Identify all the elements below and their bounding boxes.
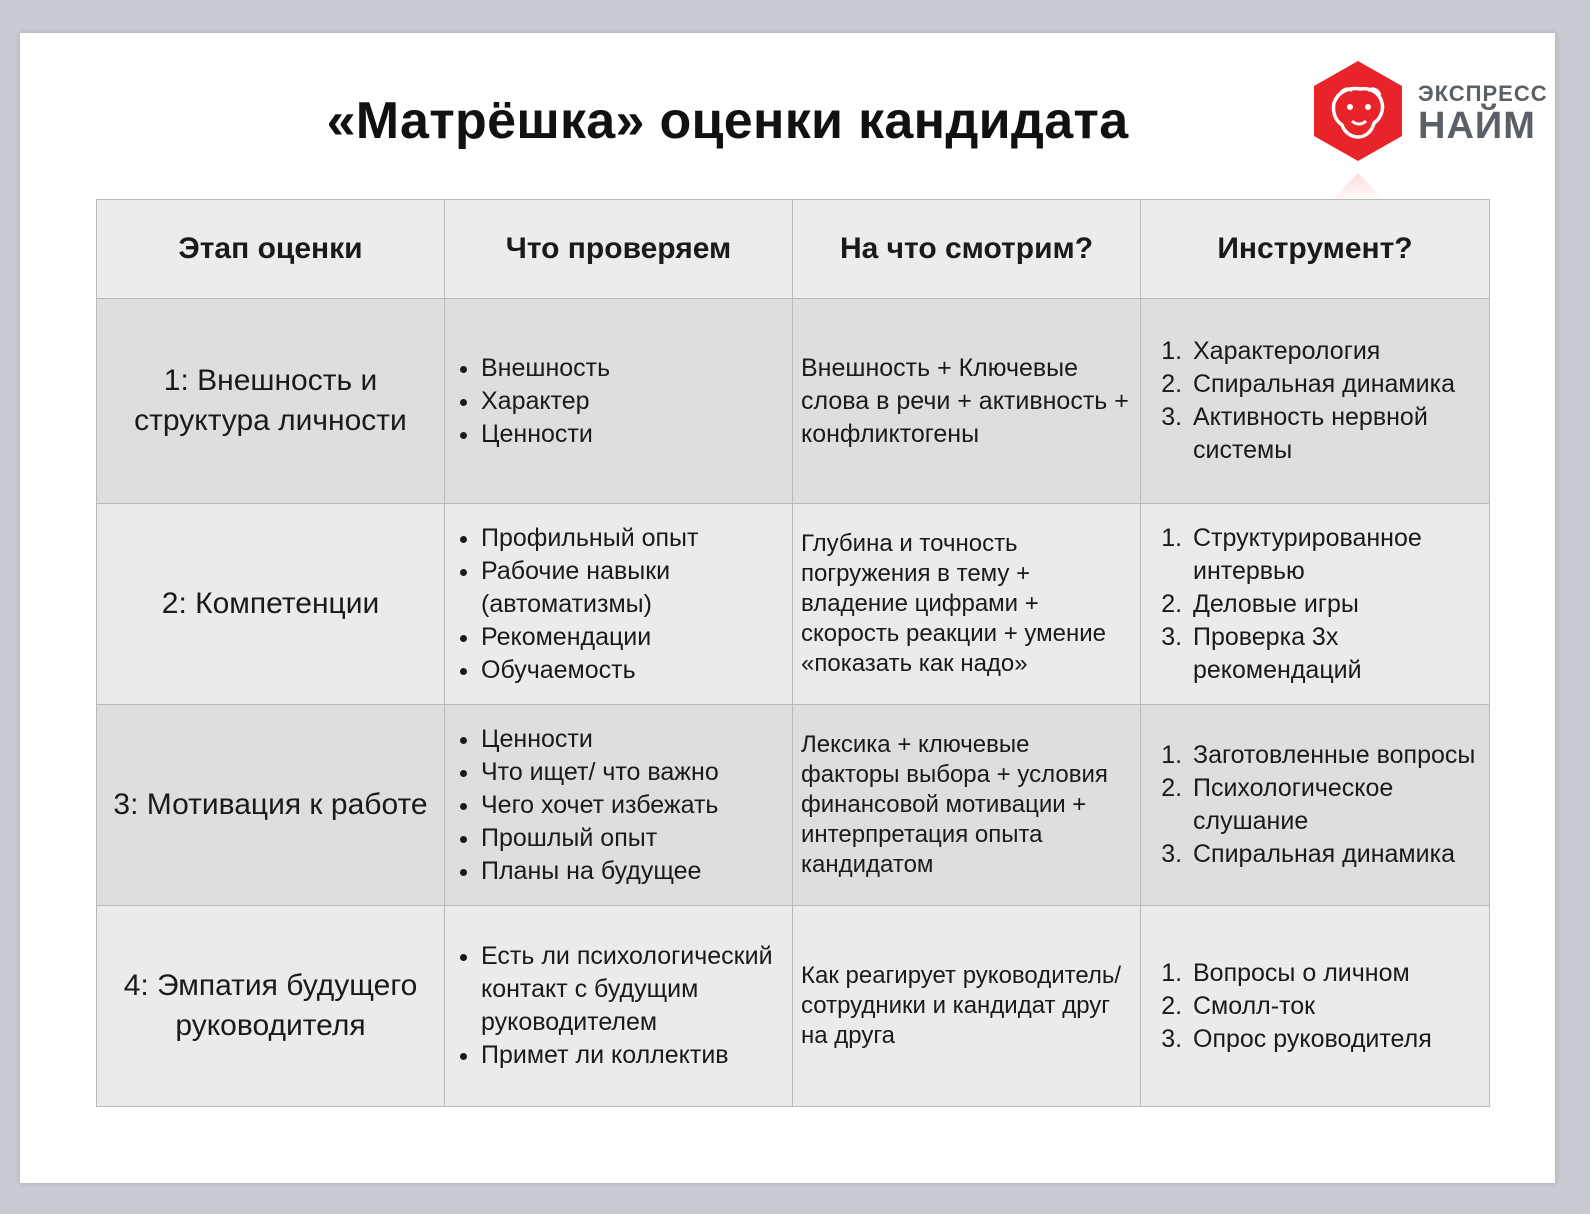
stage-cell: 2: Компетенции (97, 504, 445, 705)
table-row (97, 299, 1490, 504)
look-cell: Как реагирует руководитель/сотрудники и кандидат друг на друга (793, 906, 1141, 1107)
list-item: • Есть ли психологический контакт с будущим руководителем (481, 940, 786, 1039)
list-item: 3. Спиральная динамика (1189, 838, 1483, 871)
list-item: 1. Заготовленные вопросы (1189, 739, 1483, 772)
bear-logo-icon (1310, 59, 1406, 163)
list-item: • Ценности (481, 723, 786, 756)
look-cell: Глубина и точность погружения в тему + владение цифрами + скорость реакции + умение «показать как надо» (793, 504, 1141, 705)
list-item: • Профильный опыт (481, 522, 786, 555)
logo-text-top: ЭКСПРЕСС (1418, 81, 1548, 106)
list-item: 2. Спиральная динамика (1189, 368, 1483, 401)
stage-cell: 3: Мотивация к работе (97, 705, 445, 906)
list-item: • Характер (481, 385, 786, 418)
list-item: • Ценности (481, 418, 786, 451)
list-item: • Что ищет/ что важно (481, 756, 786, 789)
list-item: • Чего хочет избежать (481, 789, 786, 822)
tool-cell (1141, 299, 1490, 504)
look-cell: Внешность + Ключевые слова в речи + активность + конфликтогены (793, 299, 1141, 504)
tool-cell (1141, 705, 1490, 906)
list-item: 3. Проверка 3х рекомендаций (1189, 621, 1483, 687)
slide-title: «Матрёшка» оценки кандидата (326, 92, 1129, 150)
header-look: На что смотрим? (793, 200, 1141, 299)
list-item: 3. Опрос руководителя (1189, 1023, 1483, 1056)
list-item: • Внешность (481, 352, 786, 385)
slide (20, 33, 1555, 1183)
list-item: 1. Структурированное интервью (1189, 522, 1483, 588)
tool-cell (1141, 504, 1490, 705)
table-header-row (97, 200, 1490, 299)
list-item: 2. Деловые игры (1189, 588, 1483, 621)
stage-cell: 4: Эмпатия будущего руководителя (97, 906, 445, 1107)
list-item: • Планы на будущее (481, 855, 786, 888)
table-row (97, 906, 1490, 1107)
list-item: • Примет ли коллектив (481, 1039, 786, 1072)
list-item: • Рабочие навыки (автоматизмы) (481, 555, 786, 621)
check-cell (445, 299, 793, 504)
table-row (97, 705, 1490, 906)
assessment-table (96, 199, 1490, 1107)
list-item: • Рекомендации (481, 621, 786, 654)
logo (1310, 57, 1548, 167)
check-cell (445, 906, 793, 1107)
header-check: Что проверяем (445, 200, 793, 299)
list-item: • Прошлый опыт (481, 822, 786, 855)
list-item: 2. Психологическое слушание (1189, 772, 1483, 838)
header-stage: Этап оценки (97, 200, 445, 299)
list-item: 3. Активность нервной системы (1189, 401, 1483, 467)
logo-text-bottom: НАЙМ (1418, 105, 1536, 147)
list-item: • Обучаемость (481, 654, 786, 687)
table-row (97, 504, 1490, 705)
tool-cell (1141, 906, 1490, 1107)
list-item: 1. Вопросы о личном (1189, 957, 1483, 990)
look-cell: Лексика + ключевые факторы выбора + условия финансовой мотивации + интерпретация опыта кандидатом (793, 705, 1141, 906)
check-cell (445, 705, 793, 906)
check-cell (445, 504, 793, 705)
header-tool: Инструмент? (1141, 200, 1490, 299)
list-item: 2. Смолл-ток (1189, 990, 1483, 1023)
list-item: 1. Характерология (1189, 335, 1483, 368)
stage-cell: 1: Внешность и структура личности (97, 299, 445, 504)
